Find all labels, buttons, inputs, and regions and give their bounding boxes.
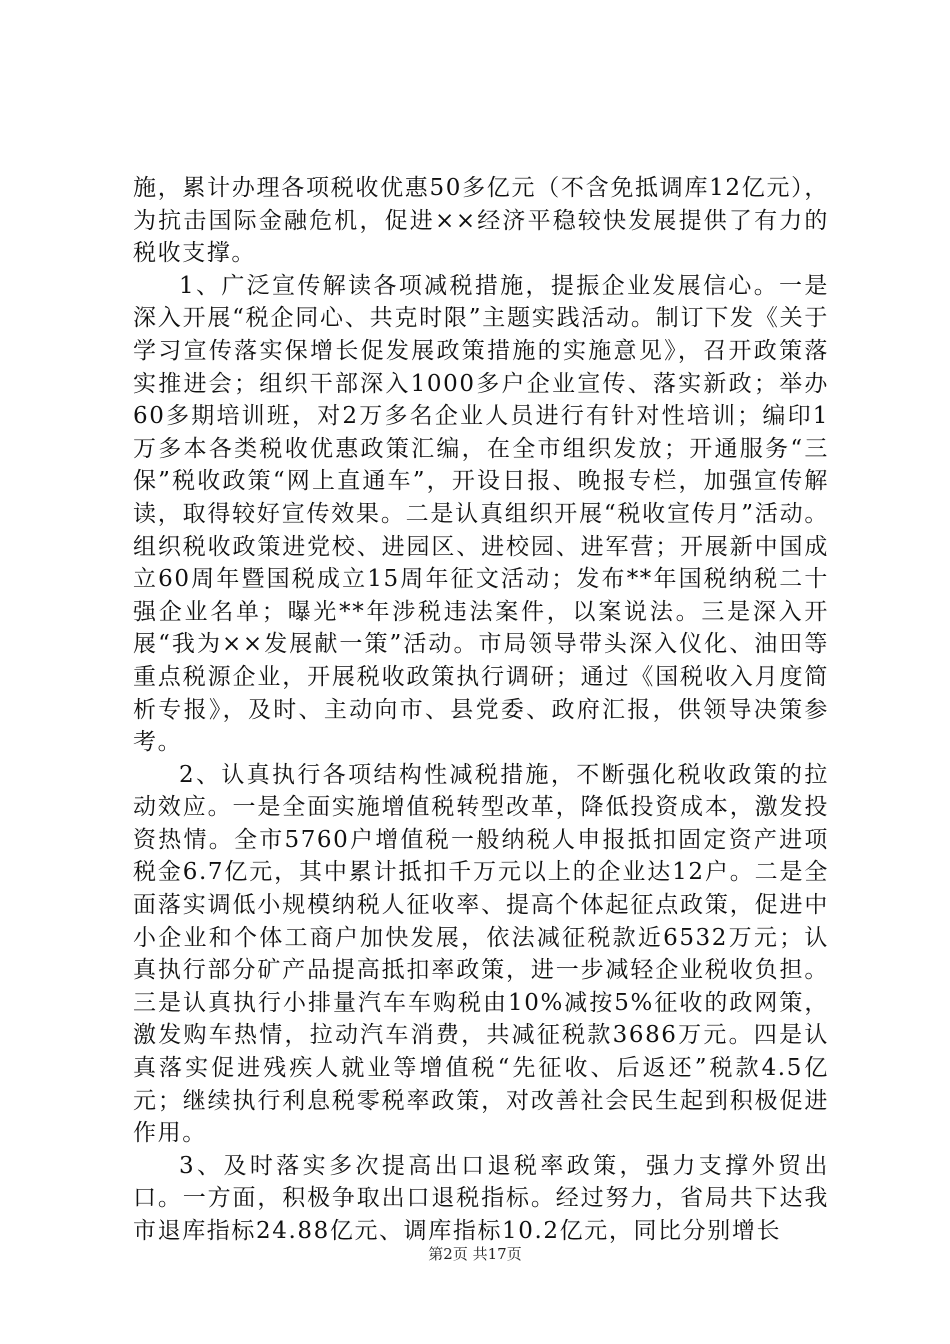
page-footer: 第2页 共17页 — [428, 1245, 522, 1263]
paragraph-continuation: 施，累计办理各项税收优惠50多亿元（不含免抵调库12亿元），为抗击国际金融危机，促进××经济平稳较快发展提供了有力的税收支撑。 — [133, 175, 829, 267]
document-body — [133, 172, 829, 1248]
paragraph-section-3: 3、及时落实多次提高出口退税率政策，强力支撑外贸出口。一方面，积极争取出口退税指标。经过努力，省局共下达我市退库指标24.88亿元、调库指标10.2亿元，同比分别增长 — [133, 1152, 829, 1244]
paragraph-section-1: 1、广泛宣传解读各项减税措施，提振企业发展信心。一是深入开展“税企同心、共克时限”主题实践活动。制订下发《关于学习宣传落实保增长促发展政策措施的实施意见》，召开政策落实推进会；组织干部深入1000多户企业宣传、落实新政；举办60多期培训班，对2万多名企业人员进行有针对性培训；编印1万多本各类税收优惠政策汇编，在全市组织发放；开通服务“三保”税收政策“网上直通车”，开设日报、晚报专栏，加强宣传解读，取得较好宣传效果。二是认真组织开展“税收宣传月”活动。组织税收政策进党校、进园区、进校园、进军营；开展新中国成立60周年暨国税成立15周年征文活动；发布**年国税纳税二十强企业名单；曝光**年涉税违法案件，以案说法。三是深入开展“我为××发展献一策”活动。市局领导带头深入仪化、油田等重点税源企业，开展税收政策执行调研；通过《国税收入月度简析专报》，及时、主动向市、县党委、政府汇报，供领导决策参考。 — [133, 272, 829, 756]
paragraph-section-2: 2、认真执行各项结构性减税措施，不断强化税收政策的拉动效应。一是全面实施增值税转型改革，降低投资成本，激发投资热情。全市5760户增值税一般纳税人申报抵扣固定资产进项税金6.7亿元，其中累计抵扣千万元以上的企业达12户。二是全面落实调低小规模纳税人征收率、提高个体起征点政策，促进中小企业和个体工商户加快发展，依法减征税款近6532万元；认真执行部分矿产品提高抵扣率政策，进一步减轻企业税收负担。三是认真执行小排量汽车车购税由10%减按5%征收的政网策，激发购车热情，拉动汽车消费，共减征税款3686万元。四是认真落实促进残疾人就业等增值税“先征收、后返还”税款4.5亿元；继续执行利息税零税率政策，对改善社会民生起到积极促进作用。 — [133, 761, 829, 1147]
